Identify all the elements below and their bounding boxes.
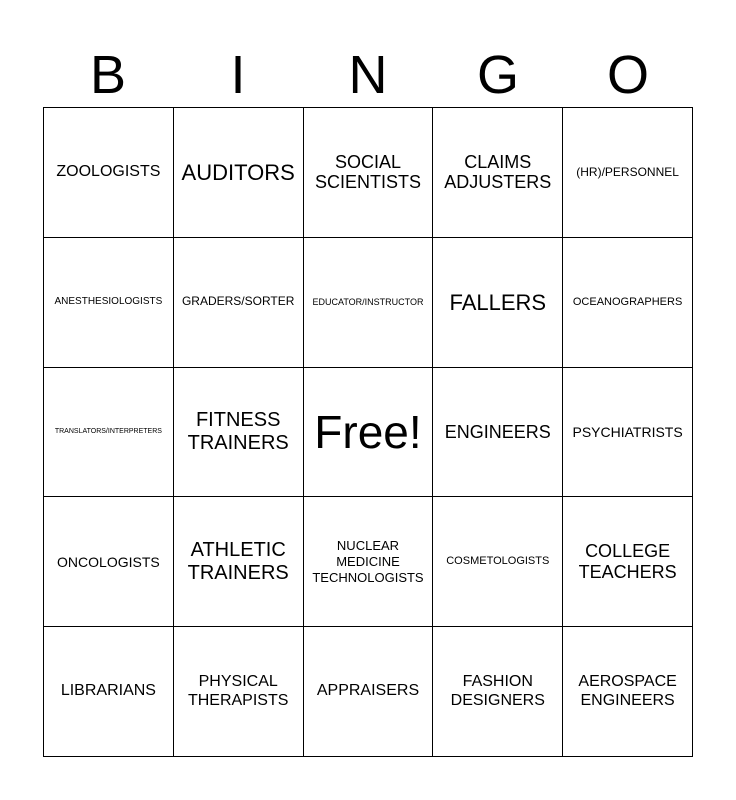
bingo-cell: (HR)/PERSONNEL [563, 108, 693, 238]
bingo-cell: ZOOLOGISTS [44, 108, 174, 238]
header-letter-b: B [89, 45, 127, 105]
bingo-cell: OCEANOGRAPHERS [563, 238, 693, 368]
bingo-cell: AEROSPACE ENGINEERS [563, 627, 693, 757]
bingo-cell: GRADERS/SORTER [174, 238, 304, 368]
bingo-cell: ONCOLOGISTS [44, 497, 174, 627]
header-letter-n: N [348, 45, 388, 105]
bingo-cell: COLLEGE TEACHERS [563, 497, 693, 627]
bingo-cell: COSMETOLOGISTS [433, 497, 563, 627]
bingo-cell: FALLERS [433, 238, 563, 368]
bingo-cell: LIBRARIANS [44, 627, 174, 757]
bingo-cell: TRANSLATORS/INTERPRETERS [44, 368, 174, 498]
bingo-cell: CLAIMS ADJUSTERS [433, 108, 563, 238]
header-letter-g: G [476, 45, 519, 105]
bingo-cell: PSYCHIATRISTS [563, 368, 693, 498]
bingo-cell: SOCIAL SCIENTISTS [304, 108, 434, 238]
bingo-cell: APPRAISERS [304, 627, 434, 757]
bingo-cell: ENGINEERS [433, 368, 563, 498]
bingo-cell: NUCLEAR MEDICINE TECHNOLOGISTS [304, 497, 434, 627]
free-space: Free! [304, 368, 434, 498]
bingo-cell: AUDITORS [174, 108, 304, 238]
bingo-cell: ANESTHESIOLOGISTS [44, 238, 174, 368]
header-letter-i: I [230, 45, 246, 105]
bingo-cell: FASHION DESIGNERS [433, 627, 563, 757]
bingo-cell: EDUCATOR/INSTRUCTOR [304, 238, 434, 368]
bingo-board [43, 107, 693, 757]
bingo-header [43, 42, 693, 108]
bingo-cell: FITNESS TRAINERS [174, 368, 304, 498]
bingo-cell: ATHLETIC TRAINERS [174, 497, 304, 627]
header-letter-o: O [606, 45, 649, 105]
bingo-cell: PHYSICAL THERAPISTS [174, 627, 304, 757]
